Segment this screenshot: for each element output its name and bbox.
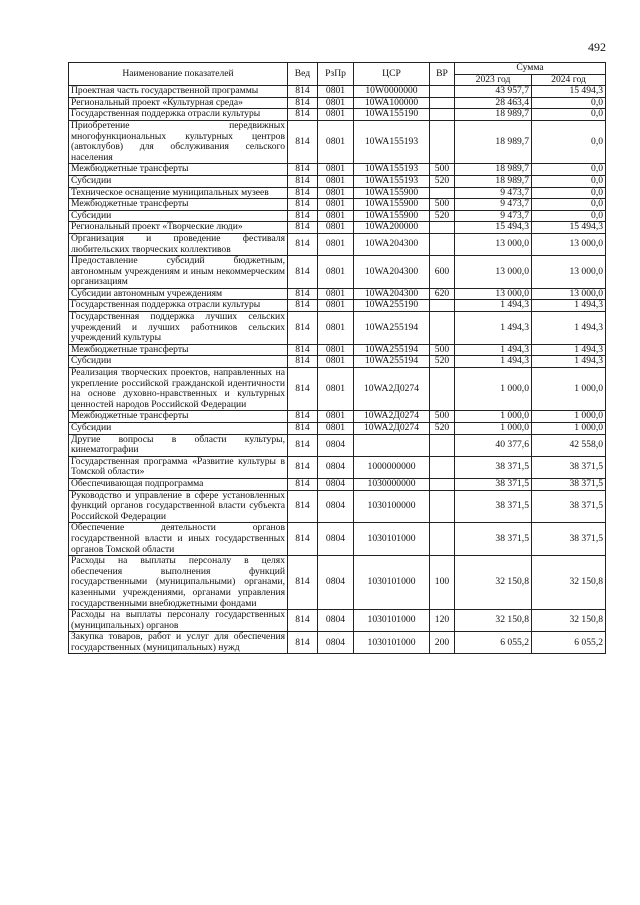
cell-2024: 32 150,8 bbox=[532, 610, 606, 632]
cell-2024: 0,0 bbox=[532, 120, 606, 163]
cell-name: Межбюджетные трансферты bbox=[69, 344, 288, 356]
cell-2024: 0,0 bbox=[532, 164, 606, 176]
table-row bbox=[69, 233, 606, 255]
cell-vr: 500 bbox=[430, 199, 455, 211]
cell-vr: 520 bbox=[430, 356, 455, 368]
table-row bbox=[69, 523, 606, 556]
cell-ved: 814 bbox=[288, 199, 318, 211]
cell-2024: 0,0 bbox=[532, 109, 606, 121]
cell-name: Государственная поддержка лучших сельских учреждений и лучших работников сельских учреждений культуры bbox=[69, 312, 288, 345]
cell-2024: 38 371,5 bbox=[532, 478, 606, 490]
cell-ved: 814 bbox=[288, 478, 318, 490]
cell-vr bbox=[430, 300, 455, 312]
cell-name: Субсидии bbox=[69, 423, 288, 435]
cell-csr: 10WA155900 bbox=[354, 199, 430, 211]
table-row bbox=[69, 434, 606, 456]
cell-ved: 814 bbox=[288, 109, 318, 121]
table-row bbox=[69, 187, 606, 199]
cell-2023: 32 150,8 bbox=[455, 610, 532, 632]
cell-csr: 10WA100000 bbox=[354, 97, 430, 109]
cell-name: Реализация творческих проектов, направленных на укрепление российской гражданской идентичности на основе духовно-нравственных и культурных ценностей народов Российской Федерации bbox=[69, 368, 288, 411]
cell-rzpr: 0801 bbox=[318, 86, 354, 98]
cell-2023: 13 000,0 bbox=[455, 233, 532, 255]
cell-name: Другие вопросы в области культуры, кинематографии bbox=[69, 434, 288, 456]
table-row bbox=[69, 97, 606, 109]
cell-vr bbox=[430, 312, 455, 345]
cell-csr: 1030101000 bbox=[354, 632, 430, 654]
cell-vr: 500 bbox=[430, 164, 455, 176]
cell-csr: 1030101000 bbox=[354, 523, 430, 556]
cell-vr bbox=[430, 86, 455, 98]
table-row bbox=[69, 109, 606, 121]
cell-ved: 814 bbox=[288, 610, 318, 632]
cell-ved: 814 bbox=[288, 411, 318, 423]
cell-2023: 18 989,7 bbox=[455, 175, 532, 187]
cell-2023: 43 957,7 bbox=[455, 86, 532, 98]
cell-vr bbox=[430, 478, 455, 490]
cell-2024: 1 494,3 bbox=[532, 344, 606, 356]
cell-csr: 10WA155193 bbox=[354, 164, 430, 176]
cell-csr: 10WA155193 bbox=[354, 175, 430, 187]
cell-csr: 1030101000 bbox=[354, 610, 430, 632]
cell-ved: 814 bbox=[288, 456, 318, 478]
cell-vr bbox=[430, 109, 455, 121]
cell-rzpr: 0801 bbox=[318, 368, 354, 411]
cell-2023: 9 473,7 bbox=[455, 187, 532, 199]
cell-name: Субсидии bbox=[69, 356, 288, 368]
cell-ved: 814 bbox=[288, 222, 318, 234]
cell-ved: 814 bbox=[288, 288, 318, 300]
cell-2023: 38 371,5 bbox=[455, 456, 532, 478]
cell-csr: 10WA155900 bbox=[354, 187, 430, 199]
cell-name: Субсидии bbox=[69, 210, 288, 222]
cell-rzpr: 0801 bbox=[318, 344, 354, 356]
cell-ved: 814 bbox=[288, 233, 318, 255]
table-row bbox=[69, 288, 606, 300]
cell-rzpr: 0801 bbox=[318, 120, 354, 163]
cell-2023: 1 494,3 bbox=[455, 312, 532, 345]
cell-csr: 10W0000000 bbox=[354, 86, 430, 98]
cell-2024: 13 000,0 bbox=[532, 288, 606, 300]
cell-name: Проектная часть государственной программы bbox=[69, 86, 288, 98]
cell-name: Субсидии bbox=[69, 175, 288, 187]
cell-rzpr: 0804 bbox=[318, 490, 354, 523]
cell-2023: 40 377,6 bbox=[455, 434, 532, 456]
cell-ved: 814 bbox=[288, 120, 318, 163]
cell-2024: 38 371,5 bbox=[532, 490, 606, 523]
cell-vr bbox=[430, 490, 455, 523]
cell-vr bbox=[430, 120, 455, 163]
cell-ved: 814 bbox=[288, 556, 318, 610]
cell-2023: 18 989,7 bbox=[455, 164, 532, 176]
cell-rzpr: 0801 bbox=[318, 109, 354, 121]
cell-ved: 814 bbox=[288, 368, 318, 411]
table-row bbox=[69, 423, 606, 435]
cell-rzpr: 0804 bbox=[318, 434, 354, 456]
cell-ved: 814 bbox=[288, 256, 318, 289]
cell-2023: 13 000,0 bbox=[455, 288, 532, 300]
cell-rzpr: 0801 bbox=[318, 356, 354, 368]
cell-rzpr: 0801 bbox=[318, 97, 354, 109]
cell-vr bbox=[430, 222, 455, 234]
cell-vr bbox=[430, 233, 455, 255]
cell-name: Государственная программа «Развитие культуры в Томской области» bbox=[69, 456, 288, 478]
cell-rzpr: 0801 bbox=[318, 288, 354, 300]
cell-2024: 0,0 bbox=[532, 97, 606, 109]
cell-2023: 18 989,7 bbox=[455, 109, 532, 121]
table-row bbox=[69, 411, 606, 423]
cell-2023: 38 371,5 bbox=[455, 523, 532, 556]
cell-2023: 38 371,5 bbox=[455, 478, 532, 490]
table-row bbox=[69, 356, 606, 368]
table-row bbox=[69, 222, 606, 234]
cell-csr: 10WA255194 bbox=[354, 312, 430, 345]
cell-ved: 814 bbox=[288, 490, 318, 523]
cell-vr: 200 bbox=[430, 632, 455, 654]
table-row bbox=[69, 256, 606, 289]
cell-rzpr: 0801 bbox=[318, 300, 354, 312]
cell-csr bbox=[354, 434, 430, 456]
cell-2024: 0,0 bbox=[532, 187, 606, 199]
cell-rzpr: 0804 bbox=[318, 632, 354, 654]
cell-2024: 38 371,5 bbox=[532, 456, 606, 478]
cell-ved: 814 bbox=[288, 187, 318, 199]
cell-name: Расходы на выплаты персоналу государственных (муниципальных) органов bbox=[69, 610, 288, 632]
cell-name: Региональный проект «Культурная среда» bbox=[69, 97, 288, 109]
cell-2024: 6 055,2 bbox=[532, 632, 606, 654]
cell-2023: 1 494,3 bbox=[455, 356, 532, 368]
cell-rzpr: 0801 bbox=[318, 312, 354, 345]
cell-csr: 10WA255190 bbox=[354, 300, 430, 312]
cell-2023: 1 000,0 bbox=[455, 411, 532, 423]
header-sum: Сумма bbox=[455, 63, 606, 75]
cell-2024: 1 494,3 bbox=[532, 312, 606, 345]
header-ved: Вед bbox=[288, 63, 318, 86]
cell-name: Государственная поддержка отрасли культуры bbox=[69, 300, 288, 312]
table-row bbox=[69, 199, 606, 211]
cell-2023: 13 000,0 bbox=[455, 256, 532, 289]
cell-vr: 620 bbox=[430, 288, 455, 300]
table-body bbox=[69, 86, 606, 654]
cell-name: Расходы на выплаты персоналу в целях обеспечения выполнения функций государственными (муниципальными) органами, казенными учреждениями, органами управления государственными внебюджетными фондами bbox=[69, 556, 288, 610]
cell-name: Обеспечивающая подпрограмма bbox=[69, 478, 288, 490]
cell-csr: 10WA255194 bbox=[354, 344, 430, 356]
cell-rzpr: 0801 bbox=[318, 199, 354, 211]
cell-rzpr: 0801 bbox=[318, 187, 354, 199]
cell-2024: 1 000,0 bbox=[532, 423, 606, 435]
cell-csr: 10WA155193 bbox=[354, 120, 430, 163]
table-row bbox=[69, 344, 606, 356]
cell-vr: 120 bbox=[430, 610, 455, 632]
cell-csr: 10WA204300 bbox=[354, 288, 430, 300]
cell-vr: 520 bbox=[430, 423, 455, 435]
table-row bbox=[69, 312, 606, 345]
table-row bbox=[69, 368, 606, 411]
cell-rzpr: 0804 bbox=[318, 610, 354, 632]
cell-rzpr: 0801 bbox=[318, 411, 354, 423]
cell-name: Предоставление субсидий бюджетным, автономным учреждениям и иным некоммерческим организациям bbox=[69, 256, 288, 289]
cell-ved: 814 bbox=[288, 97, 318, 109]
cell-2023: 1 494,3 bbox=[455, 300, 532, 312]
cell-name: Закупка товаров, работ и услуг для обеспечения государственных (муниципальных) нужд bbox=[69, 632, 288, 654]
cell-csr: 1030000000 bbox=[354, 478, 430, 490]
table-row bbox=[69, 632, 606, 654]
cell-ved: 814 bbox=[288, 164, 318, 176]
cell-vr: 520 bbox=[430, 175, 455, 187]
table-row bbox=[69, 210, 606, 222]
cell-rzpr: 0804 bbox=[318, 523, 354, 556]
cell-2023: 9 473,7 bbox=[455, 199, 532, 211]
cell-vr bbox=[430, 523, 455, 556]
cell-2024: 0,0 bbox=[532, 210, 606, 222]
cell-vr: 500 bbox=[430, 411, 455, 423]
cell-vr: 100 bbox=[430, 556, 455, 610]
cell-2023: 28 463,4 bbox=[455, 97, 532, 109]
cell-2023: 32 150,8 bbox=[455, 556, 532, 610]
cell-name: Субсидии автономным учреждениям bbox=[69, 288, 288, 300]
cell-name: Техническое оснащение муниципальных музеев bbox=[69, 187, 288, 199]
cell-name: Межбюджетные трансферты bbox=[69, 164, 288, 176]
cell-vr bbox=[430, 97, 455, 109]
cell-rzpr: 0801 bbox=[318, 164, 354, 176]
cell-csr: 10WA2Д0274 bbox=[354, 411, 430, 423]
cell-ved: 814 bbox=[288, 356, 318, 368]
cell-rzpr: 0801 bbox=[318, 222, 354, 234]
table-row bbox=[69, 86, 606, 98]
cell-ved: 814 bbox=[288, 175, 318, 187]
cell-vr bbox=[430, 456, 455, 478]
header-name: Наименование показателей bbox=[69, 63, 288, 86]
cell-rzpr: 0804 bbox=[318, 478, 354, 490]
cell-rzpr: 0801 bbox=[318, 210, 354, 222]
budget-table bbox=[68, 62, 606, 654]
cell-ved: 814 bbox=[288, 300, 318, 312]
cell-2024: 13 000,0 bbox=[532, 256, 606, 289]
table-row bbox=[69, 164, 606, 176]
cell-2024: 0,0 bbox=[532, 175, 606, 187]
cell-ved: 814 bbox=[288, 344, 318, 356]
cell-name: Обеспечение деятельности органов государственной власти и иных государственных органов Томской области bbox=[69, 523, 288, 556]
cell-ved: 814 bbox=[288, 523, 318, 556]
cell-csr: 10WA204300 bbox=[354, 233, 430, 255]
cell-name: Приобретение передвижных многофункциональных культурных центров (автоклубов) для обслуживания сельского населения bbox=[69, 120, 288, 163]
cell-2024: 15 494,3 bbox=[532, 222, 606, 234]
cell-2023: 1 000,0 bbox=[455, 368, 532, 411]
cell-name: Межбюджетные трансферты bbox=[69, 199, 288, 211]
cell-vr: 600 bbox=[430, 256, 455, 289]
header-vr: ВР bbox=[430, 63, 455, 86]
header-2023: 2023 год bbox=[455, 74, 532, 86]
table-row bbox=[69, 490, 606, 523]
cell-rzpr: 0801 bbox=[318, 423, 354, 435]
cell-ved: 814 bbox=[288, 312, 318, 345]
cell-2024: 42 558,0 bbox=[532, 434, 606, 456]
cell-name: Региональный проект «Творческие люди» bbox=[69, 222, 288, 234]
cell-2024: 1 494,3 bbox=[532, 356, 606, 368]
table-row bbox=[69, 456, 606, 478]
cell-rzpr: 0801 bbox=[318, 233, 354, 255]
cell-2024: 1 494,3 bbox=[532, 300, 606, 312]
cell-2024: 1 000,0 bbox=[532, 411, 606, 423]
page-number: 492 bbox=[588, 40, 606, 54]
cell-2023: 15 494,3 bbox=[455, 222, 532, 234]
cell-2024: 13 000,0 bbox=[532, 233, 606, 255]
cell-name: Руководство и управление в сфере установленных функций органов государственной власти субъекта Российской Федерации bbox=[69, 490, 288, 523]
cell-2024: 15 494,3 bbox=[532, 86, 606, 98]
table-row bbox=[69, 300, 606, 312]
header-2024: 2024 год bbox=[532, 74, 606, 86]
cell-ved: 814 bbox=[288, 423, 318, 435]
cell-2023: 6 055,2 bbox=[455, 632, 532, 654]
table-row bbox=[69, 120, 606, 163]
cell-rzpr: 0804 bbox=[318, 456, 354, 478]
cell-vr bbox=[430, 434, 455, 456]
cell-ved: 814 bbox=[288, 434, 318, 456]
cell-name: Организация и проведение фестиваля любительских творческих коллективов bbox=[69, 233, 288, 255]
header-rzpr: РзПр bbox=[318, 63, 354, 86]
cell-vr bbox=[430, 187, 455, 199]
cell-ved: 814 bbox=[288, 632, 318, 654]
cell-csr: 1000000000 bbox=[354, 456, 430, 478]
table-row bbox=[69, 175, 606, 187]
cell-csr: 1030101000 bbox=[354, 556, 430, 610]
cell-2024: 0,0 bbox=[532, 199, 606, 211]
header-csr: ЦСР bbox=[354, 63, 430, 86]
cell-2023: 1 494,3 bbox=[455, 344, 532, 356]
cell-rzpr: 0804 bbox=[318, 556, 354, 610]
cell-csr: 10WA2Д0274 bbox=[354, 368, 430, 411]
cell-csr: 10WA204300 bbox=[354, 256, 430, 289]
cell-csr: 10WA155190 bbox=[354, 109, 430, 121]
cell-csr: 10WA200000 bbox=[354, 222, 430, 234]
table-row bbox=[69, 610, 606, 632]
cell-vr: 500 bbox=[430, 344, 455, 356]
cell-2024: 1 000,0 bbox=[532, 368, 606, 411]
table-row bbox=[69, 556, 606, 610]
cell-name: Государственная поддержка отрасли культуры bbox=[69, 109, 288, 121]
cell-name: Межбюджетные трансферты bbox=[69, 411, 288, 423]
cell-2024: 38 371,5 bbox=[532, 523, 606, 556]
cell-2024: 32 150,8 bbox=[532, 556, 606, 610]
cell-csr: 10WA2Д0274 bbox=[354, 423, 430, 435]
cell-rzpr: 0801 bbox=[318, 256, 354, 289]
cell-csr: 1030100000 bbox=[354, 490, 430, 523]
cell-ved: 814 bbox=[288, 86, 318, 98]
cell-2023: 1 000,0 bbox=[455, 423, 532, 435]
cell-csr: 10WA155900 bbox=[354, 210, 430, 222]
cell-vr bbox=[430, 368, 455, 411]
cell-vr: 520 bbox=[430, 210, 455, 222]
table-row bbox=[69, 478, 606, 490]
cell-rzpr: 0801 bbox=[318, 175, 354, 187]
cell-2023: 38 371,5 bbox=[455, 490, 532, 523]
cell-csr: 10WA255194 bbox=[354, 356, 430, 368]
cell-ved: 814 bbox=[288, 210, 318, 222]
cell-2023: 9 473,7 bbox=[455, 210, 532, 222]
cell-2023: 18 989,7 bbox=[455, 120, 532, 163]
